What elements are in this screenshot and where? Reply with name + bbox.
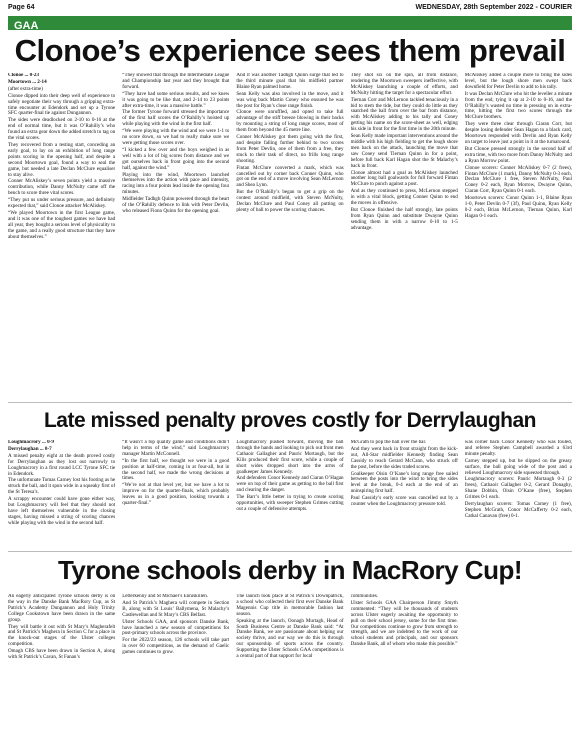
article-paragraph: “In the first half, we thought we were in a good position at half-time, coming in at four-all, but in the second half, we made the wrong decisions at times. [122, 457, 230, 482]
article-paragraph: “It wasn’t a top quality game and conditions didn’t help in terms of the wind,” said Loughmacrory manager Martin McConnell. [122, 440, 230, 457]
article-paragraph: They recovered from a testing start, conceding an early goal, to lay on an exhibition of long range points scoring in the opening half, and despite a second Moortown goal, found a way to seal the game, but needed a late Declan McClure equaliser to stay alive. [8, 141, 116, 178]
article-paragraph: (after extra-time) [8, 85, 43, 92]
article-paragraph: And defenders Conor Kennedy and Ciaran O’Hagan were on top of their game as getting to the ball first and clearing the danger. [236, 475, 344, 494]
article-paragraph: It was Declan McClure who hit the leveller a minute from the end, tying it up at 2-10 to 0-16, and the O’Rahilly’s wasted no time in pressing on in extra-time, hitting the first two scores through the McClure brothers. [464, 90, 572, 121]
article-paragraph: Paul Cassidy’s early score was cancelled out by a counter when the Loughmacrory pressure told. [350, 495, 458, 508]
story3-body [8, 594, 572, 732]
article-column [351, 73, 458, 398]
article-paragraph: The former Tyrone forward stressed the importance of the first half scores the O’Rahilly’s hoisted up while playing with the wind in the first half. [122, 109, 230, 128]
article-paragraph: Playing into the wind, Moortown launched themselves into the action with pace and intensity, racing into a four points lead inside the opening four minutes. [122, 171, 230, 196]
article-paragraph: But the O’Rahilly’s began to get a grip on the contest around midfield, with Steven McNulty, Declan McClure and Paul Coney all putting on plenty of ball to power the scoring chances. [236, 189, 344, 213]
article-paragraph: An eagerly anticipated Tyrone schools derby is on the way in the Danske Bank MacRory Cup, as St Patrick’s Academy Dungannon and Holy Trinity College Cookstown have been drawn in the same group. [8, 594, 116, 623]
article-paragraph: “We’re not at that level yet, but we have a lot to improve on for the quarter-finals, which probably leaves us in a good position, looking towards a quarter-final.” [122, 482, 230, 507]
article-column [122, 594, 229, 732]
article-paragraph: The Barr’s little better in trying to create scoring opportunities, with sweeper Stephen Grimes cutting out a couple of defensive attempts. [236, 494, 344, 512]
article-paragraph: McAliskey added a couple more to bring the sides level, but the lough shore men swept back downfield for Peter Devlin to add to his tally. [464, 73, 572, 90]
article-column [236, 73, 343, 398]
article-paragraph: Clonoe scorers: Conner McAliskey 0-7 (2 frees), Fintan McClure (1 mark), Danny McNulty 0-3 each, Declan McClure 1 free, Steven McNulty, Paul Coney 0-2 each, Ryan Morrow, Dwayne Quinn, Ciaran Corr, Ryan Quinn 0-1 each. [464, 164, 572, 195]
article-column [122, 440, 229, 552]
article-paragraph: They were three clear through Ciaran Corr, but despite losing defender Sean Hagan to a black card, Moortown responded with Devlin and Ryan Kelly on target to leave just a point in it at the turnaround. [464, 121, 572, 145]
article-paragraph: Sean Kelly made important interventions around the middle with his high fielding to get the lough shore men back on the attack, launching the move that saw Coney send Tiernan Quinn in for a point, before full back Karl Hagan shot the St Malachy’s back in front. [350, 133, 458, 169]
article-paragraph: They will battle it out with St Mary’s Magherafelt and St Patrick’s Maghera in Section C for a place in the knock-out stages of the Ulster colleges competition. [8, 623, 116, 648]
article-paragraph: Conner McAliskey’s seven points yield a massive contribution, while Danny McNulty came off the bench to score three vital scores. [8, 178, 116, 197]
article-paragraph: Loughmacrory scorers: Pauric Mortaugh 0-3 (2 frees), Cathaoir Gallagher 0-2, Gerard Donaghy, Shane Dobbin, Oisin O’Kane (free), Stephen Grimes 0-1 each. [464, 476, 572, 501]
article-paragraph: Omagh CBS have been drawn in Section A, along with St Patrick’s Cavan, St Fanan’s [8, 648, 116, 661]
article-paragraph: Ulster Schools GAA, and sponsors Danske Bank, have launched a new season of competitions for post-primary schools across the province. [122, 618, 230, 637]
article-paragraph: For the 2022/23 season, 126 schools will take part in over 60 competitions, as the demand of Gaelic games continues to grow. [122, 637, 230, 656]
article-paragraph: And it was another Tadhgh Quinn surge that led to the third minute goal that his midfield partner Blaine Ryan palmed home. [236, 73, 344, 90]
article-paragraph: The launch took place at St Patrick’s Downpatrick, a school who collected their first ever Danske Bank Magennis Cup title in memorable fashion last season. [236, 594, 344, 617]
page-folio [8, 4, 572, 16]
article-paragraph: “We were playing with the wind and we were 1-1 to no score down, so we had to really make sure we were getting those scores over. [122, 128, 230, 146]
section-banner [8, 16, 572, 30]
article-paragraph: The sides were deadlocked on 2-10 to 0-16 at the end of normal time, but it was O’Rahilly’s who found an extra gear down the added stretch to tag on the vital scores. [8, 117, 116, 142]
article-paragraph: But Clonoe finished the half strongly, late points from Ryan Quinn and substitute Dwayne Quinn sending them in with a narrow 0-10 to 1-5 advantage. [350, 206, 458, 231]
article-column [465, 73, 572, 398]
article-paragraph: They shot six on the spin, all from distance, rendering the Moortown sweepers ineffective, with McAliskey launching a couple of efforts, and McNulty hitting the target for a spectacular effort. [350, 73, 458, 96]
article-paragraph: Loughmacrory pushed forward, moving the ball through the hands and looking to pick out front men Cathaoir Gallagher and Pauric Mortaugh, but the Kilis produced their first score, while a couple of short wides dropped short into the arms of goalkeeper James Kennedy. [236, 440, 344, 475]
article-paragraph: Clonoe almost had a goal as McAliskey launched another long ball goalwards for full forward Fintan McClure to punch against a post. [350, 169, 458, 188]
page-number: Page 64 [8, 4, 35, 11]
article-paragraph: Derrylaughan ... 0-7 [8, 445, 52, 452]
article-paragraph: And St Patrick’s Maghera will compete in Section B, along with St Louis’ Ballymena, St Malachy’s Castlewellan and St Mary’s CBS Belfast. [122, 599, 230, 618]
article-paragraph: Clonoe ... 0-23 [8, 73, 39, 78]
page-date: WEDNESDAY, 28th September 2022 - COURIER [415, 4, 572, 11]
article-column [8, 73, 115, 398]
article-paragraph: “They showed that through the Intermediate League and Championship last year and they brought that forward. [122, 73, 230, 90]
article-paragraph: Moortown ... 2-14 [8, 78, 47, 85]
article-column [351, 440, 458, 552]
article-paragraph: Clonoe dipped into their deep well of experience to safely negotiate their way through a gripping extra-time encounter at Edendork and set up a Tyrone SFC quarter-final tie against Dungannon. [8, 92, 116, 117]
section-label: GAA [14, 20, 39, 32]
article-paragraph: Tiernan Corr and McLernon tackled tenaciously in a bid to stem the tide, but they could do little as they snatched the ball from over the bar from distance, with McAliskey adding to his tally and Coney getting his name on the score-sheet as well, edging his side in front for the first time in the 20th minute. [350, 96, 458, 133]
article-paragraph: But Clonoe pressed strongly in the second half of extra time, with two more from Danny McNulty and a Ryan Morrow point. [464, 145, 572, 164]
article-paragraph: “They put us under serious pressure, and definitely expected that,” said Clonoe attacker McAliskey. [8, 197, 116, 210]
divider [8, 551, 572, 552]
article-column [8, 594, 115, 732]
article-paragraph: was corner back Conor Kennedy who was fouled, and referee Stephen Campbell awarded a 63rd minute penalty. [464, 440, 572, 457]
article-paragraph: A missed penalty eight at the death proved costly for Derrylaughan as they lost out narrowly to Loughmacrory in a first round LCC Tyrone SFC tie in Edendork. [8, 452, 116, 477]
article-paragraph: Midfielder Tadhgh Quinn powered through the heart of the O’Rahilly defence to link with Peter Devlin, who released Fionn Quinn for the opening goal. [122, 196, 230, 214]
article-column [8, 440, 115, 552]
divider [8, 402, 572, 403]
story1-body [8, 73, 572, 398]
article-paragraph: Derrylaughan scorers: Tomas Carney (1 free), Stephen McGrath, Conor McCafferty 0-2 each, Cathal Canavan (free) 0-1. [464, 501, 572, 519]
article-paragraph: Ulster Schools GAA Chairperson Jimmy Smyth commented: “They will be thousands of students across Ulster eagerly awaiting the opportunity to pull on their school jersey, some for the first time. Our competitions continue to grow from strength to strength, and we are indebted to the work of our school students and principals, and our sponsors Danske Bank, all of whom who make this possible.” [350, 599, 458, 648]
article-paragraph: Speaking at the launch, Oonagh Murtagh, Head of South Business Centre at Danske Bank said: “At Danske Bank, we are passionate about helping our society thrive, and our way we do this is through our sponsorship of sports across the country. Supporting the Ulster Schools GAA competitions is a central part of that support for local [236, 617, 344, 660]
article-paragraph: Loughmacrory ... 0-9 [8, 440, 54, 445]
article-paragraph: Moortown scorers: Conor Quinn 1-1, Blaine Ryan 1-0, Peter Devlin 0-7 (3f), Paul Quinn, Ryan Kelly 0-2 each, Brian McLernon, Tiernan Quinn, Karl Hagan 0-1 each. [464, 195, 572, 219]
story2-body [8, 440, 572, 552]
article-column [351, 594, 458, 732]
article-paragraph: And as they continued to press, McLernon stepped in with a vital block, getting Conner Quinn to end the moves in offensive. [350, 188, 458, 207]
article-paragraph: “They have had some serious results, and we knew it was going to be like that, and 2-14 to 23 points after extra-time, it was a massive battle.” [122, 90, 230, 109]
article-paragraph: Sean Kelly was also involved in the move, and it was wing back Martin Coney who ensured he was the post for Ryan’s close range finish. [236, 90, 344, 109]
story1-headline: Clonoe’s experience sees them prevail [14, 33, 566, 68]
article-paragraph: communities. [350, 594, 379, 599]
article-paragraph: And they went back in front straight from the kick-out, All-Star midfielder Kennedy finding Sean Cassidy to reach Gerard McCann, who struck off the post, before the sides traded scores. [350, 445, 458, 470]
article-paragraph: Conner McAliskey got them going with the first, and despite falling further behind to two scores from Peter Devlin, one of them from a free, they stuck to their task of direct, no frills long range shooting. [236, 134, 344, 164]
story3-headline: Tyrone schools derby in MacRory Cup! [57, 555, 523, 585]
story2-headline: Late missed penalty proves costly for Derrylaughan [43, 409, 536, 432]
article-column [465, 440, 572, 552]
article-paragraph: “I kicked a few over and the boys weighed in as well with a lot of big scores from distance and we got ourselves back in front going into the second half, against the wind.” [122, 146, 230, 171]
article-paragraph: Carney stepped up, but he slipped on the greasy surface, the ball going wide of the post and a relieved Loughmacrory side squeezed through. [464, 457, 572, 476]
article-paragraph: The unfortunate Tomas Carney lost his footing as he struck the ball, and it spun wide in a squeaky first of the St Teresa’s. [8, 477, 116, 496]
article-paragraph: McGrath to pop the ball over the bar. [350, 440, 427, 445]
article-paragraph: Goalkeeper Oisin O’Kane’s long range free sailed between the posts into the wind to bring the sides level at the break, 0-4 each at the end of an uninspiring first half. [350, 470, 458, 495]
article-paragraph: “We played Moortown in the first League game, and it was one of the toughest games we have had all year, they bought a serious level of physicality to the game, and a really good structure that they have about themselves.” [8, 209, 116, 240]
article-paragraph: Fintan McClure converted a mark, which was cancelled out by corner back Conner Quinn, who got on the end of a move involving Sean McLernon and Shea Lynn. [236, 164, 344, 189]
article-column [236, 594, 343, 732]
article-paragraph: Clonoe were unruffled, and opted to take full advantage of the stiff breeze blowing in their backs by mounting a string of long range scores, most of them from beyond the 45 metre line. [236, 109, 344, 134]
article-paragraph: Letterkenny and St Michael’s Enniskillen. [122, 594, 209, 599]
article-paragraph: A scrappy encounter could have gone either way, but Loughmacrory will feel that they should not have left themselves vulnerable in the closing stages, having missed a string of scoring chances while playing with the wind in the second half. [8, 496, 116, 526]
article-column [122, 73, 229, 398]
article-column [236, 440, 343, 552]
